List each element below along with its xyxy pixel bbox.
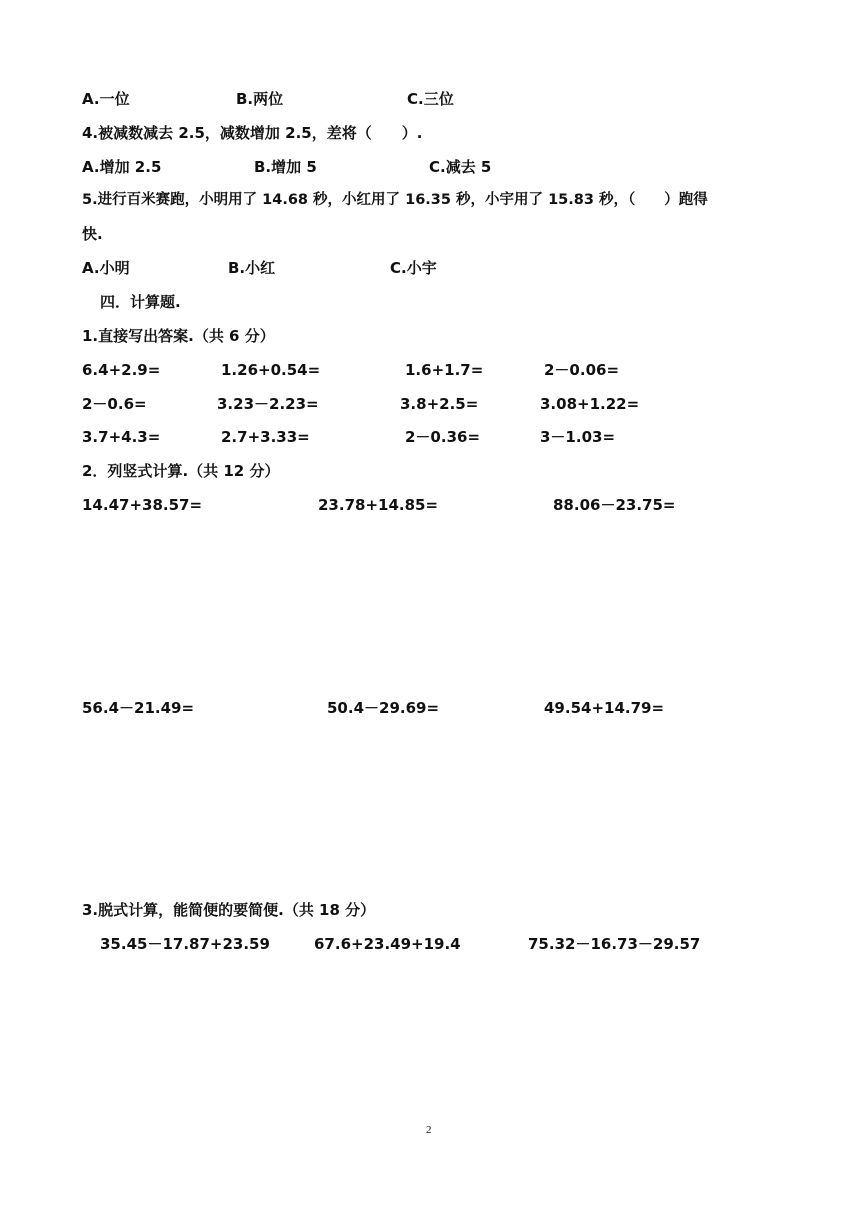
- oral-calc-item: 2－0.36=: [405, 428, 481, 446]
- q3-option-c: C.三位: [407, 90, 454, 108]
- vertical-calc-item: 23.78+14.85=: [318, 496, 439, 514]
- oral-calc-item: 2－0.06=: [544, 361, 620, 379]
- oral-calc-item: 3.08+1.22=: [540, 395, 640, 413]
- oral-calc-item: 3－1.03=: [540, 428, 616, 446]
- q3-option-b: B.两位: [236, 90, 284, 108]
- q5-option-a: A.小明: [82, 259, 130, 277]
- oral-calc-item: 1.6+1.7=: [405, 361, 484, 379]
- oral-calc-item: 2－0.6=: [82, 395, 147, 413]
- q5-option-b: B.小红: [228, 259, 276, 277]
- stepwise-calc-item: 35.45－17.87+23.59: [100, 935, 270, 953]
- q4-option-c: C.减去 5: [429, 158, 492, 176]
- stepwise-calc-item: 67.6+23.49+19.4: [314, 935, 461, 953]
- q5-option-c: C.小宇: [390, 259, 437, 277]
- oral-calc-item: 6.4+2.9=: [82, 361, 161, 379]
- section-title: 四．计算题.: [100, 293, 181, 311]
- oral-calc-item: 3.7+4.3=: [82, 428, 161, 446]
- vertical-calc-item: 50.4－29.69=: [327, 699, 440, 717]
- oral-calc-item: 3.23－2.23=: [217, 395, 319, 413]
- q4-option-a: A.增加 2.5: [82, 158, 162, 176]
- q4-option-b: B.增加 5: [254, 158, 317, 176]
- q3-option-a: A.一位: [82, 90, 130, 108]
- oral-calc-item: 3.8+2.5=: [400, 395, 479, 413]
- q5-question-line1: 5.进行百米赛跑，小明用了 14.68 秒，小红用了 16.35 秒，小宇用了 15.83 秒，（ ）跑得: [82, 192, 708, 208]
- vertical-calc-item: 88.06－23.75=: [553, 496, 676, 514]
- oral-calc-item: 1.26+0.54=: [221, 361, 321, 379]
- part1-title: 1.直接写出答案.（共 6 分）: [82, 327, 275, 345]
- part3-title: 3.脱式计算，能简便的要简便.（共 18 分）: [82, 901, 376, 919]
- q4-question: 4.被减数减去 2.5，减数增加 2.5，差将（ ）.: [82, 124, 423, 142]
- stepwise-calc-item: 75.32－16.73－29.57: [528, 935, 701, 953]
- page-number: 2: [426, 1124, 432, 1136]
- q5-question-line2: 快.: [82, 225, 103, 243]
- part2-title: 2．列竖式计算.（共 12 分）: [82, 462, 280, 480]
- oral-calc-item: 2.7+3.33=: [221, 428, 310, 446]
- vertical-calc-item: 49.54+14.79=: [544, 699, 665, 717]
- vertical-calc-item: 14.47+38.57=: [82, 496, 203, 514]
- vertical-calc-item: 56.4－21.49=: [82, 699, 195, 717]
